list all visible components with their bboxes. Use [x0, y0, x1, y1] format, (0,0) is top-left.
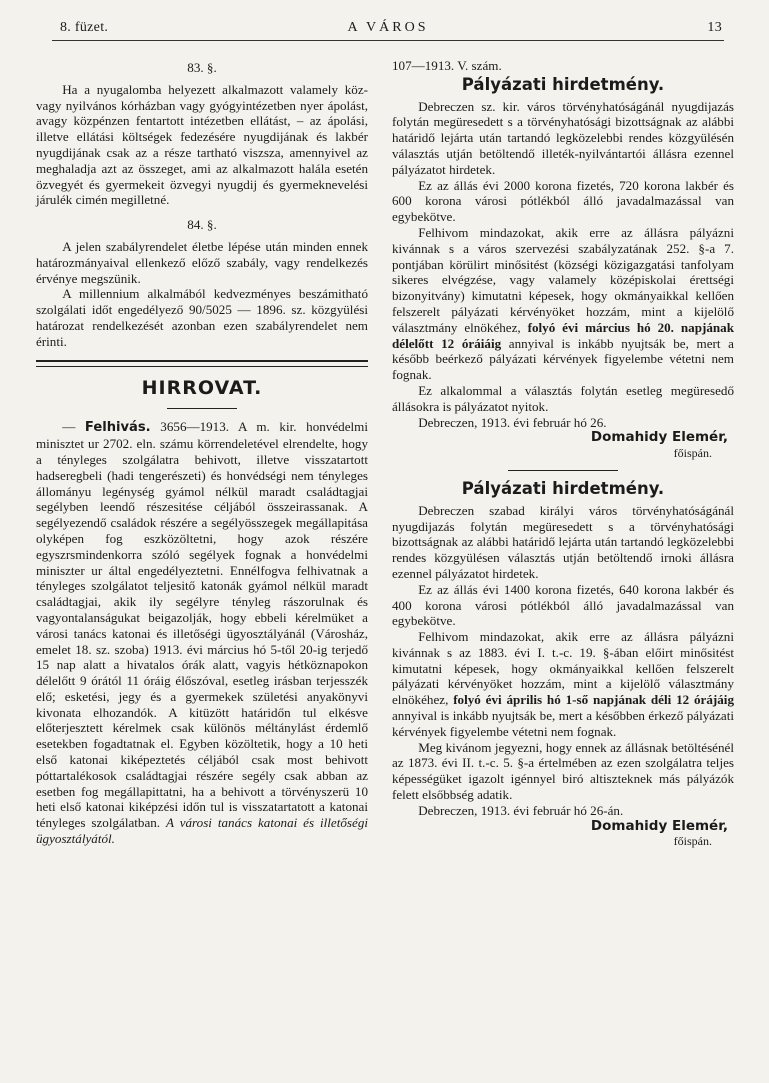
section-84-text-2: A millennium alkalmából kedvezményes beszámitható szolgálati időt engedélyező 90/5025 — 1896. sz. közgyülési határozat rendelkezését azonban ezen szabályrendelet nem érinti.: [36, 286, 368, 349]
news-section-title: HIRROVAT.: [141, 376, 263, 399]
ad2-paragraph-4: Meg kivánom jegyezni, hogy ennek az állásnak betöltésénél az 1873. évi II. t.-c. 5. §-a értelmében az ezen szolgálatra teljes képességüket igazolt igénnyel biró altiszteknek más pályázók felett elsőbbség adatik.: [392, 739, 734, 803]
section-83-text: Ha a nyugalomba helyezett alkalmazott valamely köz- vagy nyilvános kórházban vagy gyógyintézetben nyer ápolást, avagy közpénzen fentartott intézetben ellátást, – az ápolási, illetve ellátási költségek fedezésére nyugdijának és lakbér nyugdijának csak az a része tartható viszsza, amennyivel az meghaladja azt az összeget, ami az alkalmazott halála esetén özvegyét és gyermekeit özvegyi nyugdij és gyermeknevelési járulék cimén megilletné.: [36, 81, 368, 208]
felhivas-notice: — Felhivás. 3656—1913. A m. kir. honvédelmi minisztet ur 2702. eln. számu körrendeletével elrendelte, hogy a tényleges szolgálatra behivott, illetve visszatartott hadseregbeli (hadi tengerészeti) és honvédségi nem tényleges állományu legénység gyámol nélkül maradt családtagjai segélyben leendő részesitése céljából összeirassanak. A segélyezendő családok részére a segélyösszegek megállapitása olyképen fog eszközöltetni, hogy azok részére egyszrsmindenkorra szóló segélyek fognak a honvédelmi miniszter ur által engedélyeztetni. Ennélfogva felhivatnak a tényleges szolgálatot teljesitő katonák gyámol nélkül maradt családtagjai, akik ily segélyre tényleg rászorulnak és vagyontalanságukat beigazolják, hogy ebbeli kérelmüket a városi tanács katonai és illetőségi ügyosztályánál (Városház, emelet 18. sz. szoba) 1913. évi március hó 5-től 20-ig terjedő 15 nap alatt a hivatalos órák alatt, vagyis hétköznapokon délelőtt 9 órától 11 óráig élőszóval, esetleg irásban terjesszék elő; esketési, jegy és a gyermekek születési anyakönyvi kivonata elhozandók. A kitüzött határidőn tul elkésve előterjesztett kérelmek csak különös méltánylást érdemlő esetekben fogadtatnak el. Egyben közöltetik, hogy a 10 heti első katonai kiképeztetés céljából csak most behivott póttartalékosok családtagjai részére segély csak abban az esetben fog megállapittatni, ha a behivott a törvényszerü 10 heti első katonai kiképzési időn tul is visszatartatott a katonai tényleges szolgálatban. A városi tanács katonai és illetőségi ügyosztályától.: [36, 419, 368, 847]
felhivas-text: 3656—1913. A m. kir. honvédelmi minisztet ur 2702. eln. számu körrendeletével elrendelte, hogy a tényleges szolgálatra behivott, illetve visszatartott hadseregbeli (hadi tengerészeti) és honvédségi nem tényleges állományu legénység gyámol nélkül maradt családtagjai segélyben leendő részesitése céljából összeirassanak. A segélyezendő családok részére a segélyösszegek megállapitása olyképen fog eszközöltetni, hogy azok részére egyszrsmindenkorra szóló segélyek fognak a honvédelmi miniszter ur által engedélyeztetni. Ennélfogva felhivatnak a tényleges szolgálatot teljesitő katonák gyámol nélkül maradt családtagjai, akik ily segélyre tényleg rászorulnak és vagyontalanságukat beigazolják, hogy ebbeli kérelmüket a városi tanács katonai és illetőségi ügyosztályánál (Városház, emelet 18. sz. szoba) 1913. évi március hó 5-től 20-ig terjedő 15 nap alatt a hivatalos órák alatt, vagyis hétköznapokon délelőtt 9 órától 11 óráig élőszóval, esetleg irásban terjesszék elő; esketési, jegy és a gyermekek születési anyakönyvi kivonata elhozandók. A kitüzött határidőn tul elkésve előterjesztett kérelmek csak különös méltánylást érdemlő esetekben fogadtatnak el. Egyben közöltetik, hogy a 10 heti első katonai kiképeztetés céljából csak most behivott póttartalékosok családtagjai részére segély csak abban az esetben fog megállapittatni, ha a behivott a törvényszerü 10 heti első katonai kiképzési időn tul is visszatartatott a katonai tényleges szolgálatban.: [36, 419, 368, 831]
ad1-signer-title: főispán.: [673, 446, 712, 461]
ad1-paragraph-2: Ez az állás évi 2000 korona fizetés, 720 korona lakbér és 600 korona városi pótlékból álló javadalmazással van egybekötve.: [392, 177, 734, 225]
short-divider: [167, 408, 237, 409]
ad1-paragraph-4: Ez alkalommal a választás folytán esetleg megüresedő állásokra is pályázatot nyitok.: [392, 382, 734, 414]
left-column: [36, 58, 368, 847]
section-84-text-1: A jelen szabályrendelet életbe lépése után minden ennek határozmányaival ellenkező előző szabály, vagy rendelkezés érvénye megszünik.: [36, 238, 368, 286]
ad2-p3-text-end: annyival is inkább nyujtsák be, mert a későbben érkező pályázati kérvények figyelembe vétetni nem fognak.: [392, 708, 734, 739]
felhivas-signature: A városi tanács katonai és illetőségi ügyosztályától.: [36, 815, 368, 847]
ad1-date: Debreczen, 1913. évi február hó 26.: [418, 414, 607, 430]
ad1-deadline: folyó évi március hó 20. napjának délelőtt 12 óráiáig: [392, 319, 735, 351]
ad2-signer-title: főispán.: [673, 834, 712, 849]
ad-divider: [508, 470, 618, 471]
ad2-deadline: folyó évi április hó 1-ső napjának déli 12 órájáig: [453, 692, 734, 708]
ad1-title: Pályázati hirdetmény.: [461, 74, 665, 94]
ad1-signer: Domahidy Elemér,: [590, 429, 728, 446]
ad1-reference-number: 107—1913. V. szám.: [392, 58, 502, 73]
felhivas-label: Felhivás.: [84, 420, 151, 436]
publication-title: A VÁROS: [347, 20, 429, 35]
ad2-p3-text: Felhivom mindazokat, akik erre az állásra pályázni kivánnak s az 1883. évi I. t.-c. 19. §-ában előirt minősitést kimutatni képesek, hogy okmányaikkal kellően felszerelt pályázati kérvényöket hozzám, mint a kijelölő választmány elnökéhez,: [392, 629, 734, 708]
ad2-signer: Domahidy Elemér,: [590, 817, 728, 834]
ad1-p3-text: Felhivom mindazokat, akik erre az állásra pályázni kivánnak s a város szervezési szabályzatának 252. §-a 7. pontjában körülirt minősitést (községi közigazgatási tanfolyam sikeres elvégzése, vagy valamely középiskolai érettségi bizonyitvány) kimutatni képesek, hogy okmányaikkal kellően felszerelt pályázati kérvényöket hozzám, mint a kijelölő választmány elnökéhez,: [392, 224, 734, 335]
ad2-paragraph-2: Ez az állás évi 1400 korona fizetés, 640 korona lakbér és 400 korona városi pótlékból álló javadalmazással van egybekötve.: [392, 581, 734, 629]
section-83-heading: 83. §.: [187, 60, 217, 75]
issue-number: 8. füzet.: [60, 20, 109, 35]
ad2-paragraph-1: Debreczen szabad királyi város törvényhatóságánál nyugdijazás folytán megüresedett s a törvényhatósági bizottságnak az alábbi határidő lejárta után tartandó legközelebbi rendes közgyülésen választás utján betöltendő irnoki állásra ezennel pályázatot hirdetek.: [392, 502, 734, 581]
ad1-paragraph-3: [392, 225, 734, 383]
section-84-heading: 84. §.: [187, 217, 217, 233]
ad2-title: Pályázati hirdetmény.: [461, 478, 665, 498]
ad2-paragraph-3: [392, 629, 734, 740]
section-divider: [36, 360, 368, 367]
page-header: [52, 20, 724, 41]
right-column: [392, 58, 734, 850]
page-number: 13: [707, 20, 722, 35]
ad1-p3-text-end: annyival is inkább nyujtsák be, mert a később beérkező pályázati kérvények figyelembe vétetni nem fognak.: [392, 335, 734, 383]
ad1-paragraph-1: Debreczen sz. kir. város törvényhatóságánál nyugdijazás folytán megüresedett s a törvényhatósági bizottságnak az alábbi határidő lejárta után tartandó legközelebbi rendes közgyülésén választás utján betöltendő illeték-nyilvántartói állásra ezennel pályázatot hirdetek.: [392, 98, 734, 177]
ad2-date: Debreczen, 1913. évi február hó 26-án.: [418, 802, 624, 818]
